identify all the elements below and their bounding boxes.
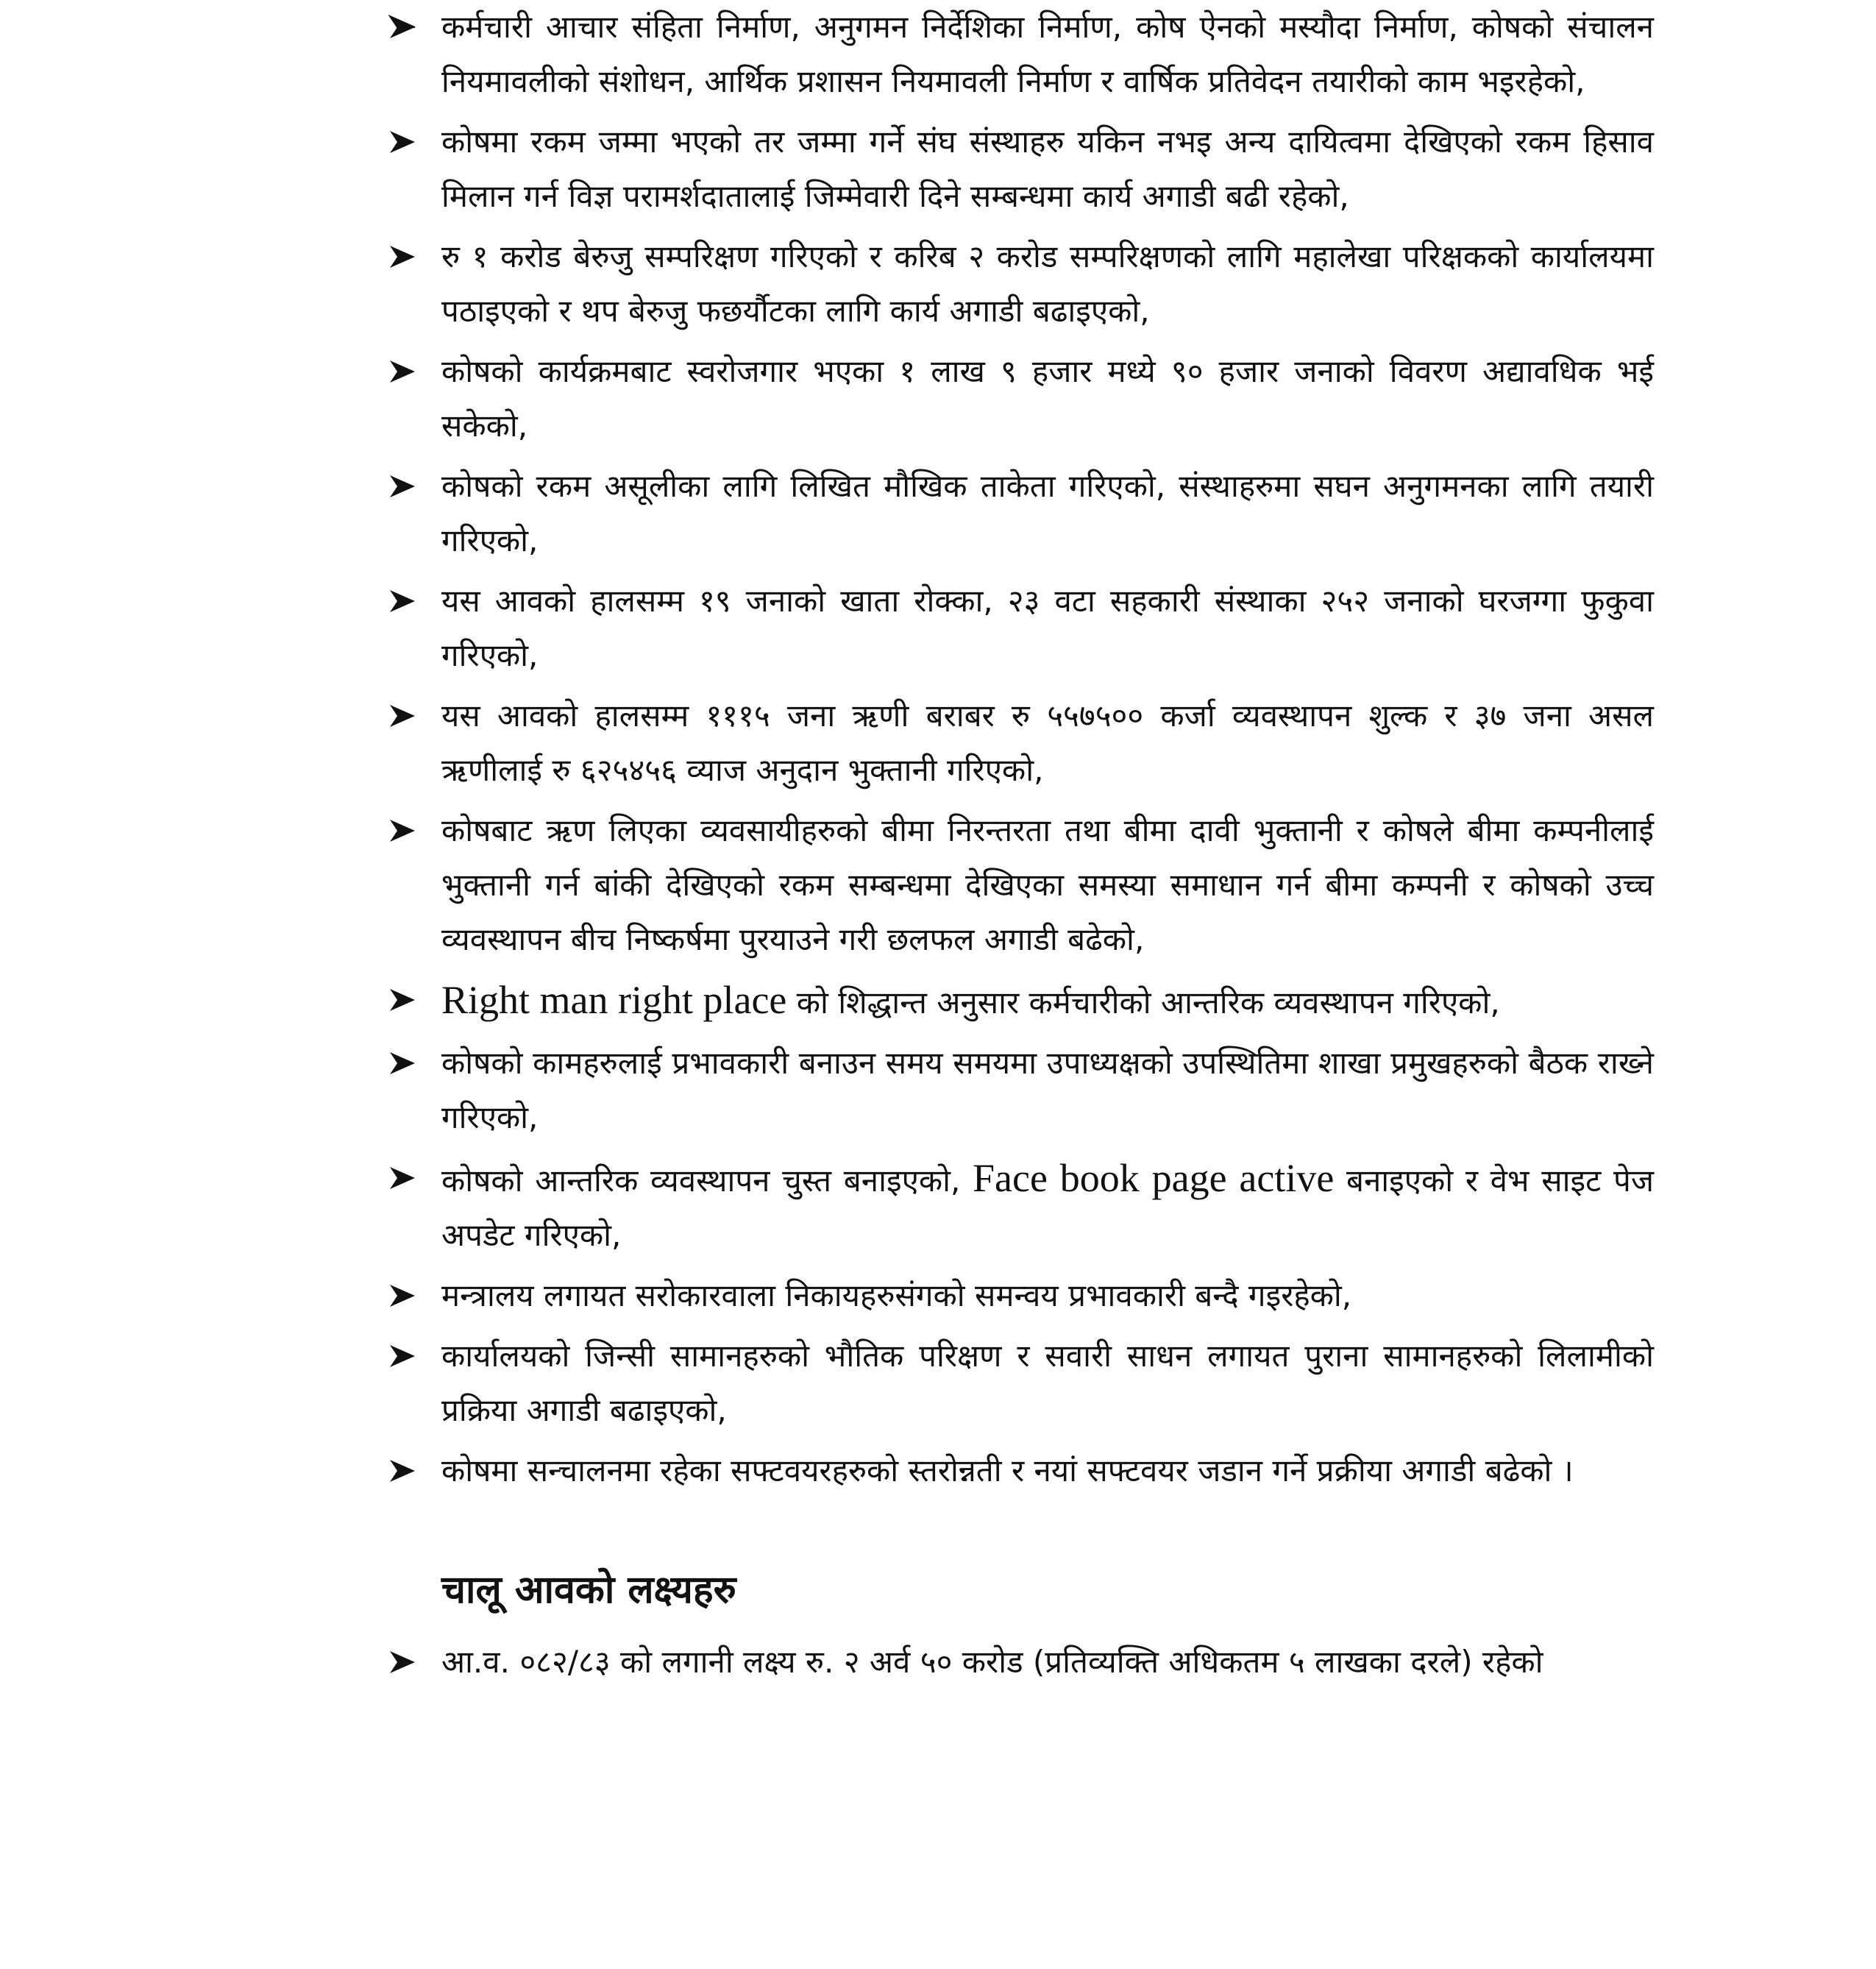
list-item-text: कोषमा सन्चालनमा रहेका सफ्टवयरहरुको स्तरोन्नती र नयां सफ्टवयर जडान गर्ने प्रक्रीया अगाडी बढेको । bbox=[441, 1452, 1574, 1489]
list-item-text: मन्त्रालय लगायत सरोकारवाला निकायहरुसंगको समन्वय प्रभावकारी बन्दै गइरहेको, bbox=[441, 1277, 1352, 1313]
list-item bbox=[388, 1635, 1654, 1689]
list-item bbox=[388, 344, 1654, 453]
arrowhead-bullet-icon bbox=[388, 474, 416, 499]
list-item bbox=[388, 1444, 1654, 1498]
arrowhead-bullet-icon bbox=[388, 1283, 416, 1308]
list-item-text: कोषमा रकम जम्मा भएको तर जम्मा गर्ने संघ संस्थाहरु यकिन नभइ अन्य दायित्वमा देखिएको रकम हिसाव मिलान गर्न विज्ञ परामर्शदातालाई जिम्मेवारी दिने सम्बन्धमा कार्य अगाडी बढी रहेको, bbox=[441, 124, 1654, 214]
list-item bbox=[388, 1329, 1654, 1438]
document-page bbox=[388, 0, 1654, 1695]
list-item bbox=[388, 230, 1654, 338]
progress-list bbox=[388, 0, 1654, 1498]
list-item-text: को शिद्धान्त अनुसार कर्मचारीको आन्तरिक व्यवस्थापन गरिएको, bbox=[786, 984, 1500, 1021]
list-item bbox=[388, 115, 1654, 224]
list-item bbox=[388, 1269, 1654, 1323]
list-item-text: कर्मचारी आचार संहिता निर्माण, अनुगमन निर्देशिका निर्माण, कोष ऐनको मस्यौदा निर्माण, कोषको संचालन नियमावलीको संशोधन, आर्थिक प्रशासन नियमावली निर्माण र वार्षिक प्रतिवेदन तयारीको काम भइरहेको, bbox=[441, 9, 1654, 99]
list-item-text: यस आवको हालसम्म १११५ जना ऋणी बराबर रु ५५७५०० कर्जा व्यवस्थापन शुल्क र ३७ जना असल ऋणीलाई रु ६२५४५६ व्याज अनुदान भुक्तानी गरिएको, bbox=[441, 698, 1654, 788]
list-item-text: कार्यालयको जिन्सी सामानहरुको भौतिक परिक्षण र सवारी साधन लगायत पुराना सामानहरुको लिलामीको प्रक्रिया अगाडी बढाइएको, bbox=[441, 1338, 1654, 1428]
list-item bbox=[388, 973, 1654, 1030]
latin-phrase: Right man right place bbox=[441, 978, 787, 1022]
list-item bbox=[388, 0, 1654, 109]
list-item-text: रु १ करोड बेरुजु सम्परिक्षण गरिएको र करिब २ करोड सम्परिक्षणको लागि महालेखा परिक्षकको कार्यालयमा पठाइएको र थप बेरुजु फछर्यौटका लागि कार्य अगाडी बढाइएको, bbox=[441, 238, 1654, 329]
targets-list bbox=[388, 1635, 1654, 1689]
list-item-text-continued: बनाइएको र वेभ साइट पेज अपडेट गरिएको, bbox=[441, 1163, 1655, 1253]
arrowhead-bullet-icon bbox=[388, 703, 416, 728]
list-item-text: कोषको कामहरुलाई प्रभावकारी बनाउन समय समयमा उपाध्यक्षको उपस्थितिमा शाखा प्रमुखहरुको बैठक राख्ने गरिएको, bbox=[441, 1045, 1654, 1135]
arrowhead-bullet-icon bbox=[388, 1344, 416, 1369]
section-heading: चालू आवको लक्ष्यहरु bbox=[441, 1568, 736, 1612]
arrowhead-bullet-icon bbox=[388, 130, 416, 155]
arrowhead-bullet-icon bbox=[388, 589, 416, 614]
list-item-text: आ.व. ०८२/८३ को लगानी लक्ष्य रु. २ अर्व ५० करोड (प्रतिव्यक्ति अधिकतम ५ लाखका दरले) रहेको bbox=[441, 1644, 1543, 1680]
list-item-text: कोषको आन्तरिक व्यवस्थापन चुस्त बनाइएको, bbox=[441, 1163, 973, 1199]
list-item-text: कोषबाट ऋण लिएका व्यवसायीहरुको बीमा निरन्तरता तथा बीमा दावी भुक्तानी र कोषले बीमा कम्पनीलाई भुक्तानी गर्न बांकी देखिएको रकम सम्बन्धमा देखिएका समस्या समाधान गर्न बीमा कम्पनी र कोषको उच्च व्यवस्थापन बीच निष्कर्षमा पुरयाउने गरी छलफल अगाडी बढेको, bbox=[441, 812, 1654, 957]
list-item bbox=[388, 1036, 1654, 1145]
arrowhead-bullet-icon bbox=[388, 1166, 416, 1191]
arrowhead-bullet-icon bbox=[388, 818, 416, 843]
arrowhead-bullet-icon bbox=[388, 244, 416, 269]
arrowhead-bullet-icon bbox=[388, 15, 416, 40]
arrowhead-bullet-icon bbox=[388, 1650, 416, 1675]
list-item bbox=[388, 803, 1654, 967]
list-item bbox=[388, 459, 1654, 568]
list-item bbox=[388, 689, 1654, 798]
list-item-text: कोषको रकम असूलीका लागि लिखित मौखिक ताकेता गरिएको, संस्थाहरुमा सघन अनुगमनका लागि तयारी गरिएको, bbox=[441, 468, 1654, 558]
list-item bbox=[388, 574, 1654, 683]
arrowhead-bullet-icon bbox=[388, 1051, 416, 1076]
list-item-text: कोषको कार्यक्रमबाट स्वरोजगार भएका १ लाख ९ हजार मध्ये ९० हजार जनाको विवरण अद्यावधिक भई सकेको, bbox=[441, 353, 1654, 444]
list-item-text: यस आवको हालसम्म १९ जनाको खाता रोक्का, २३ वटा सहकारी संस्थाका २५२ जनाको घरजग्गा फुकुवा गरिएको, bbox=[441, 583, 1654, 673]
latin-phrase: Face book page active bbox=[973, 1156, 1335, 1200]
arrowhead-bullet-icon bbox=[388, 987, 416, 1012]
arrowhead-bullet-icon bbox=[388, 359, 416, 384]
list-item bbox=[388, 1151, 1654, 1263]
arrowhead-bullet-icon bbox=[388, 1458, 416, 1483]
